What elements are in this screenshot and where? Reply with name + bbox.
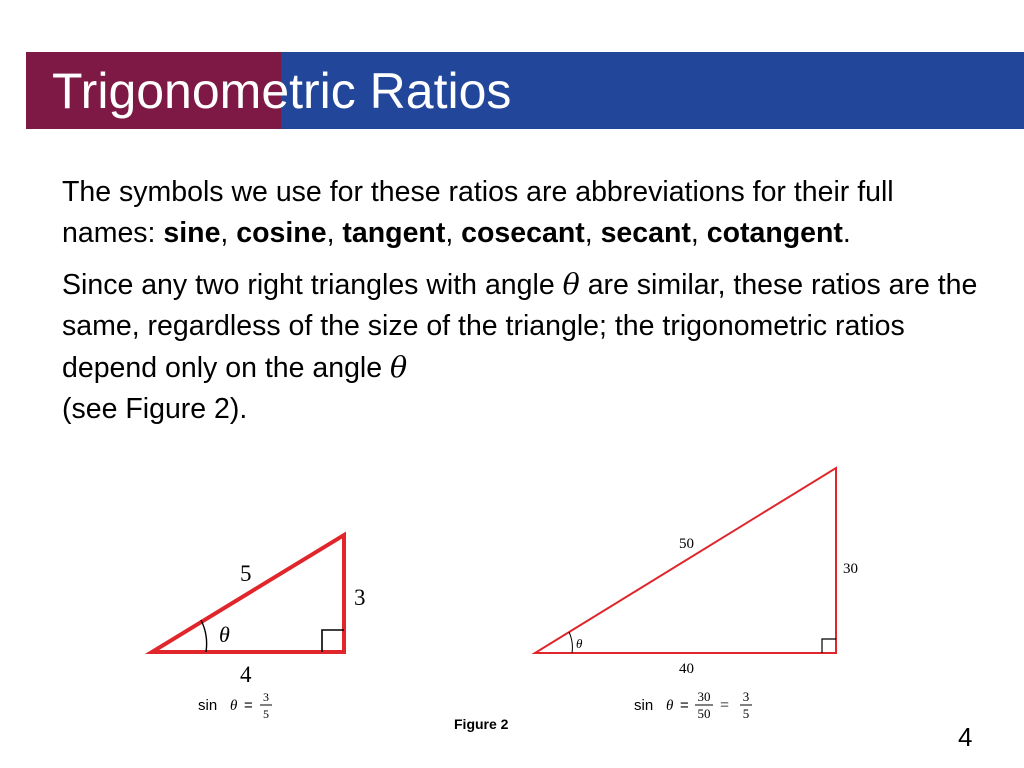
small-angle-label: θ: [219, 622, 230, 647]
small-frac-denominator: 5: [263, 707, 269, 721]
small-triangle-shape: [152, 535, 344, 652]
theta-symbol: θ: [562, 268, 580, 301]
large-right-angle-mark: [822, 639, 836, 653]
large-frac2-denominator: 5: [742, 706, 750, 721]
term-sine: sine: [163, 217, 221, 249]
large-triangle-shape: [535, 468, 836, 653]
term-cosine: cosine: [236, 217, 327, 249]
theta-symbol: θ: [390, 351, 408, 384]
large-adjacent-label: 40: [679, 661, 694, 677]
term-cotangent: cotangent: [706, 217, 843, 249]
large-angle-label: θ: [576, 636, 583, 651]
paragraph-abbreviations: The symbols we use for these ratios are abbreviations for their full names: sine, cosine, tangent, cosecant, secant, cotangent.: [62, 176, 894, 249]
page-number: 4: [958, 722, 973, 752]
term-cosecant: cosecant: [461, 217, 585, 249]
slide-title: Trigonometric Ratios: [52, 63, 512, 119]
paragraph-similar-triangles: Since any two right triangles with angle θ are similar, these ratios are the same, regardless of the size of the triangle; the trigonometric ratios depend only on the angle θ (see Figure 2).: [62, 268, 978, 425]
large-formula-equals: =: [680, 697, 689, 714]
large-opposite-label: 30: [843, 561, 858, 577]
large-frac1-denominator: 50: [697, 706, 711, 721]
large-formula-sin: sin: [634, 697, 654, 714]
large-formula-equals-2: =: [720, 697, 730, 714]
small-adjacent-label: 4: [240, 662, 252, 687]
large-triangle: [535, 468, 858, 721]
large-frac2-numerator: 3: [742, 689, 750, 704]
small-frac-numerator: 3: [263, 690, 269, 704]
large-angle-arc: [569, 632, 572, 653]
term-secant: secant: [600, 217, 691, 249]
small-right-angle-mark: [322, 630, 344, 652]
term-tangent: tangent: [342, 217, 446, 249]
large-frac1-numerator: 30: [697, 689, 711, 704]
paragraph-intro: The symbols we use for these ratios are abbreviations for their full names:: [62, 176, 894, 249]
large-formula-theta: θ: [666, 698, 674, 714]
small-hypotenuse-label: 5: [240, 561, 252, 586]
small-opposite-label: 3: [354, 585, 366, 610]
small-triangle: [152, 535, 366, 721]
small-formula-equals: =: [244, 697, 253, 714]
small-angle-arc: [201, 620, 207, 652]
figure-caption: Figure 2: [454, 716, 509, 732]
small-formula-theta: θ: [230, 698, 238, 714]
large-hypotenuse-label: 50: [679, 536, 694, 552]
small-formula-sin: sin: [198, 697, 218, 714]
